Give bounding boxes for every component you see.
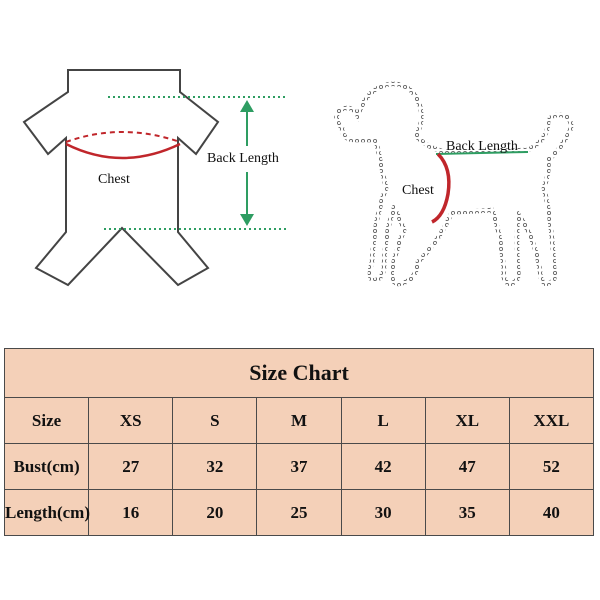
size-chart-table <box>4 348 594 536</box>
length-cell: 16 <box>89 490 173 536</box>
size-cell: L <box>341 398 425 444</box>
bust-cell: 52 <box>509 444 593 490</box>
shirt-diagram <box>24 70 288 285</box>
bust-cell: 32 <box>173 444 257 490</box>
size-cell: XS <box>89 398 173 444</box>
bust-row-label: Bust(cm) <box>5 444 89 490</box>
bust-cell: 42 <box>341 444 425 490</box>
length-row-label: Length(cm) <box>5 490 89 536</box>
length-cell: 40 <box>509 490 593 536</box>
length-cell: 30 <box>341 490 425 536</box>
size-chart-title: Size Chart <box>5 349 594 398</box>
table-row-bust <box>5 444 594 490</box>
size-cell: M <box>257 398 341 444</box>
dog-chest-label: Chest <box>402 183 434 198</box>
size-cell: XXL <box>509 398 593 444</box>
bust-cell: 27 <box>89 444 173 490</box>
length-cell: 20 <box>173 490 257 536</box>
length-cell: 35 <box>425 490 509 536</box>
dog-diagram <box>336 84 571 284</box>
table-row-length <box>5 490 594 536</box>
size-cell: XL <box>425 398 509 444</box>
length-cell: 25 <box>257 490 341 536</box>
dog-outline <box>336 84 571 284</box>
shirt-chest-label: Chest <box>98 172 130 187</box>
dog-back-length-label: Back Length <box>446 139 518 154</box>
table-row-size <box>5 398 594 444</box>
size-header-label: Size <box>5 398 89 444</box>
dog-chest-band <box>432 154 449 222</box>
arrow-down-icon <box>240 214 254 226</box>
shirt-back-length-label: Back Length <box>207 151 279 166</box>
size-cell: S <box>173 398 257 444</box>
arrow-up-icon <box>240 100 254 112</box>
bust-cell: 47 <box>425 444 509 490</box>
title-row <box>5 349 594 398</box>
bust-cell: 37 <box>257 444 341 490</box>
